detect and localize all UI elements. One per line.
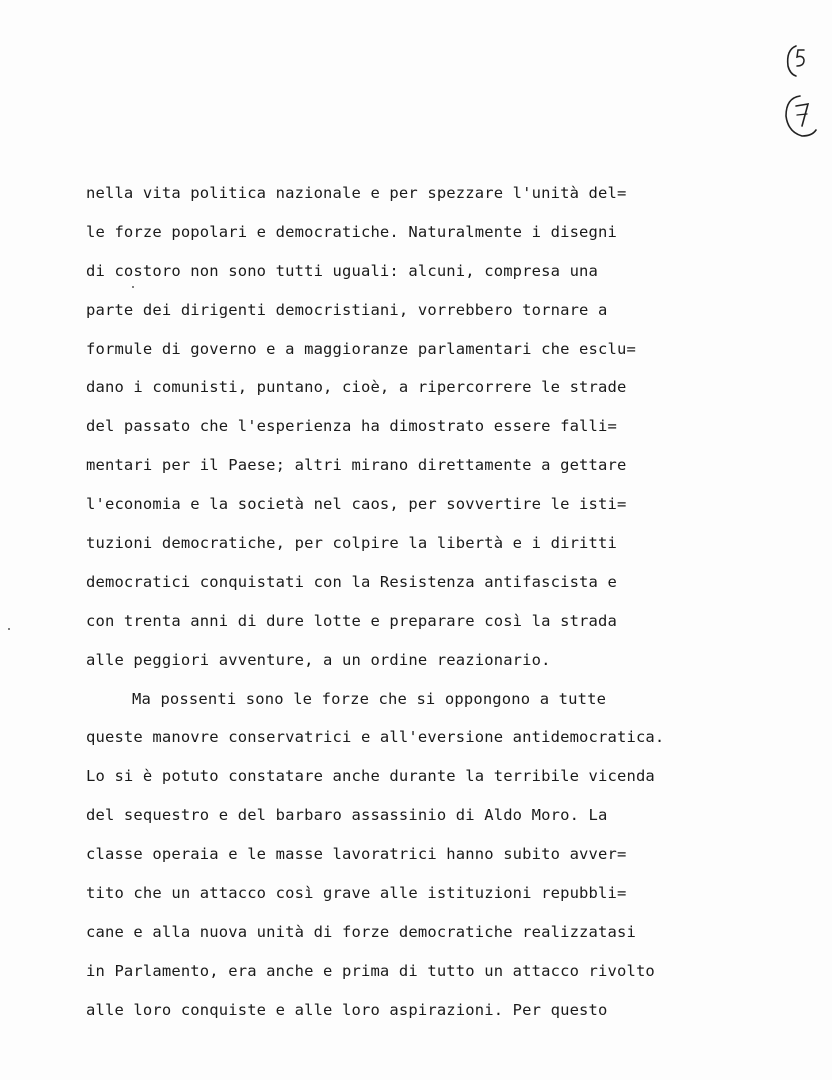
text-line: l'economia e la società nel caos, per sovvertire le isti= — [86, 495, 627, 514]
text-line: parte dei dirigenti democristiani, vorrebbero tornare a — [86, 300, 608, 319]
handwritten-page-numbers — [782, 40, 822, 150]
text-line: formule di governo e a maggioranze parlamentari che esclu= — [86, 339, 636, 358]
paragraph — [86, 174, 806, 680]
text-line: tuzioni democratiche, per colpire la libertà e i diritti — [86, 534, 617, 553]
text-line: Ma possenti sono le forze che si oppongono a tutte — [132, 689, 607, 708]
text-line: Lo si è potuto constatare anche durante la terribile vicenda — [86, 767, 655, 786]
text-line: con trenta anni di dure lotte e preparare così la strada — [86, 611, 617, 630]
text-line: le forze popolari e democratiche. Naturalmente i disegni — [86, 222, 617, 241]
text-line: del passato che l'esperienza ha dimostrato essere falli= — [86, 417, 617, 436]
text-line: mentari per il Paese; altri mirano direttamente a gettare — [86, 456, 627, 475]
text-line: nella vita politica nazionale e per spezzare l'unità del= — [86, 184, 627, 202]
paragraph — [86, 680, 806, 1030]
scan-speck — [132, 286, 134, 288]
text-line: dano i comunisti, puntano, cioè, a ripercorrere le strade — [86, 378, 627, 397]
text-line: tito che un attacco così grave alle istituzioni repubbli= — [86, 884, 627, 903]
text-line: alle peggiori avventure, a un ordine reazionario. — [86, 650, 551, 669]
handwritten-page-number-marks — [782, 40, 822, 150]
scan-speck — [8, 628, 10, 630]
text-line: di costoro non sono tutti uguali: alcuni, compresa una — [86, 261, 599, 280]
typed-text-body — [86, 174, 806, 1030]
text-line: classe operaia e le masse lavoratrici hanno subito avver= — [86, 845, 627, 864]
text-line: del sequestro e del barbaro assassinio di Aldo Moro. La — [86, 806, 608, 825]
text-line: queste manovre conservatrici e all'eversione antidemocratica. — [86, 728, 665, 747]
text-line: in Parlamento, era anche e prima di tutto un attacco rivolto — [86, 961, 655, 980]
text-line: cane e alla nuova unità di forze democratiche realizzatasi — [86, 922, 636, 941]
text-line: alle loro conquiste e alle loro aspirazioni. Per questo — [86, 1000, 608, 1019]
text-line: democratici conquistati con la Resistenza antifascista e — [86, 572, 617, 591]
